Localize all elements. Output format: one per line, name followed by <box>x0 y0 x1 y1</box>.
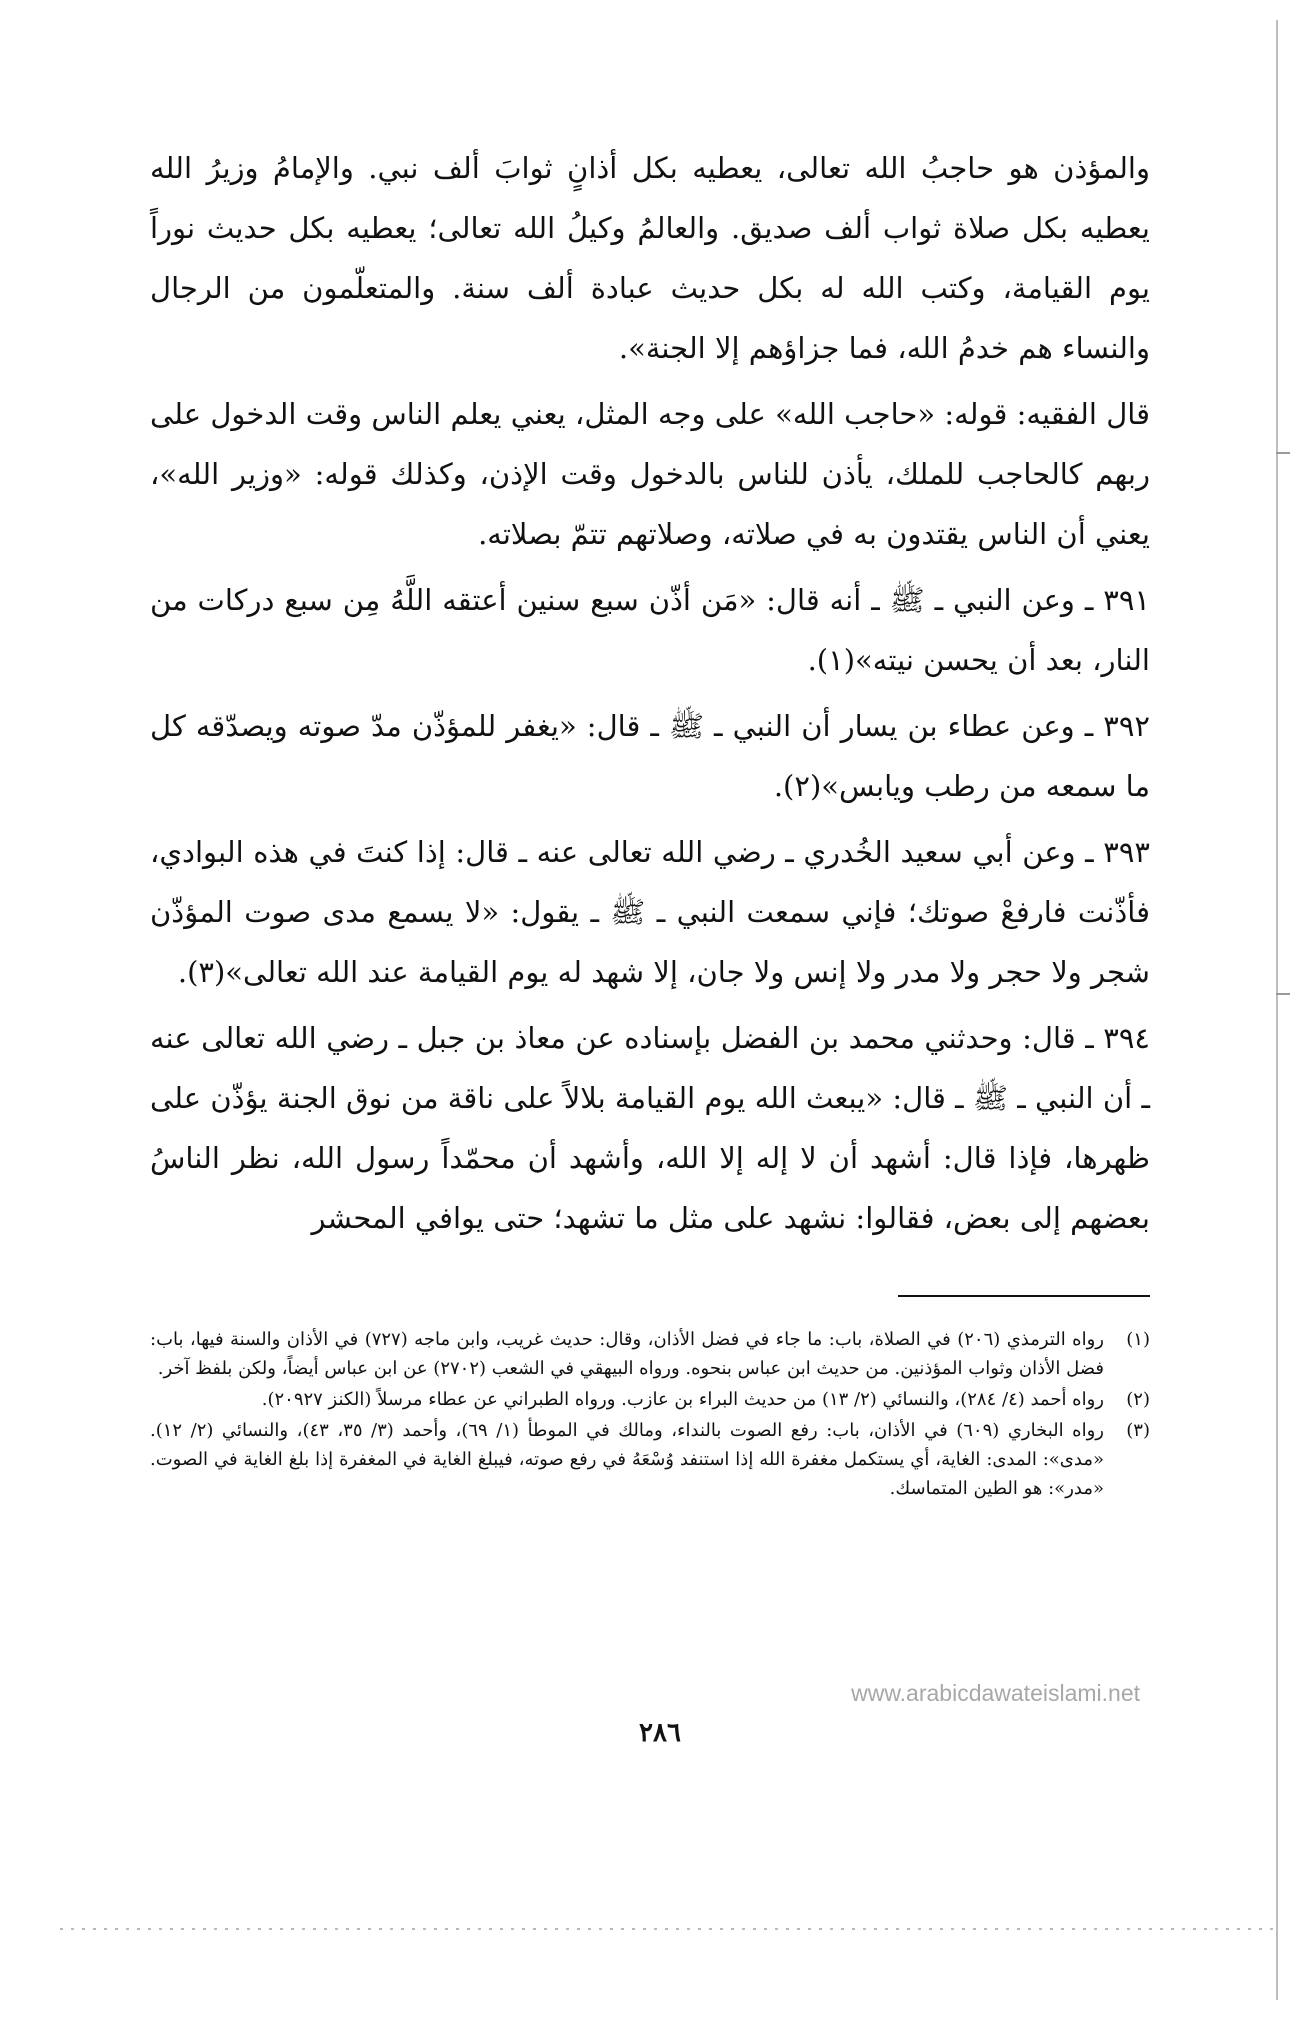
page-edge-line <box>1276 20 1278 2000</box>
page-number: ٢٨٦ <box>639 1718 681 1748</box>
footnote-text: رواه البخاري (٦٠٩) في الأذان، باب: رفع الصوت بالنداء، ومالك في الموطأ (١/ ٦٩)، وأحمد (٣/ ٣٥، ٤٣)، والنسائي (٢/ ١٢). «مدى»: المدى: الغاية، أي يستكمل مغفرة الله إذا استنفد وُسْعَهُ في رفع صوته، فيبلغ الغاية في المغفرة إذا بلغ الغاية في الصوت. «مدر»: هو الطين المتماسك. <box>150 1420 1104 1499</box>
footnote-text: رواه الترمذي (٢٠٦) في الصلاة، باب: ما جاء في فضل الأذان، وقال: حديث غريب، وابن ماجه (٧٢٧) في الأذان والسنة فيها، باب: فضل الأذان وثواب المؤذنين. من حديث ابن عباس بنحوه. ورواه البيهقي في الشعب (٢٧٠٢) عن ابن عباس أيضاً، ولكن بلفظ آخر. <box>150 1329 1104 1379</box>
footnote <box>150 1385 1150 1414</box>
footnote-separator <box>898 1295 1150 1297</box>
scan-dotted-edge <box>60 1928 1280 1930</box>
website-watermark: www.arabicdawateislami.net <box>851 1680 1140 1706</box>
paragraph: ٣٩١ ـ وعن النبي ـ ﷺ ـ أنه قال: «مَن أذّن سبع سنين أعتقه اللَّهُ مِن سبع دركات من النار، بعد أن يحسن نيته»(١). <box>150 583 1150 677</box>
main-text <box>150 138 1150 1254</box>
footnote-mark: (٢) <box>1126 1389 1150 1410</box>
footnote <box>150 1416 1150 1503</box>
footnote-mark: (٣) <box>1126 1420 1150 1441</box>
footnotes <box>150 1325 1150 1505</box>
paragraph: قال الفقيه: قوله: «حاجب الله» على وجه المثل، يعني يعلم الناس وقت الدخول على ربهم كالحاجب للملك، يأذن للناس بالدخول وقت الإذن، وكذلك قوله: «وزير الله»، يعني أن الناس يقتدون به في صلاته، وصلاتهم تتمّ بصلاته. <box>150 397 1150 551</box>
footnote-mark: (١) <box>1126 1329 1150 1350</box>
edge-tick-mark <box>1276 452 1290 454</box>
paragraph: والمؤذن هو حاجبُ الله تعالى، يعطيه بكل أذانٍ ثوابَ ألف نبي. والإمامُ وزيرُ الله يعطيه بكل صلاة ثواب ألف صديق. والعالمُ وكيلُ الله تعالى؛ يعطيه بكل حديث نوراً يوم القيامة، وكتب الله له بكل حديث عبادة ألف سنة. والمتعلّمون من الرجال والنساء هم خدمُ الله، فما جزاؤهم إلا الجنة». <box>150 151 1150 365</box>
footnote-text: رواه أحمد (٤/ ٢٨٤)، والنسائي (٢/ ١٣) من حديث البراء بن عازب. ورواه الطبراني عن عطاء مرسلاً (الكنز ٢٠٩٢٧). <box>261 1389 1104 1410</box>
paragraph: ٣٩٣ ـ وعن أبي سعيد الخُدري ـ رضي الله تعالى عنه ـ قال: إذا كنتَ في هذه البوادي، فأذّنت فارفعْ صوتك؛ فإني سمعت النبي ـ ﷺ ـ يقول: «لا يسمع مدى صوت المؤذّن شجر ولا حجر ولا مدر ولا إنس ولا جان، إلا شهد له يوم القيامة عند الله تعالى»(٣). <box>150 835 1150 989</box>
paragraph: ٣٩٤ ـ قال: وحدثني محمد بن الفضل بإسناده عن معاذ بن جبل ـ رضي الله تعالى عنه ـ أن النبي ـ ﷺ ـ قال: «يبعث الله يوم القيامة بلالاً على ناقة من نوق الجنة يؤذّن على ظهرها، فإذا قال: أشهد أن لا إله إلا الله، وأشهد أن محمّداً رسول الله، نظر الناسُ بعضهم إلى بعض، فقالوا: نشهد على مثل ما تشهد؛ حتى يوافي المحشر <box>150 1021 1150 1235</box>
paragraph: ٣٩٢ ـ وعن عطاء بن يسار أن النبي ـ ﷺ ـ قال: «يغفر للمؤذّن مدّ صوته ويصدّقه كل ما سمعه من رطب ويابس»(٢). <box>150 709 1150 803</box>
edge-tick-mark <box>1276 993 1290 995</box>
footnote <box>150 1325 1150 1383</box>
